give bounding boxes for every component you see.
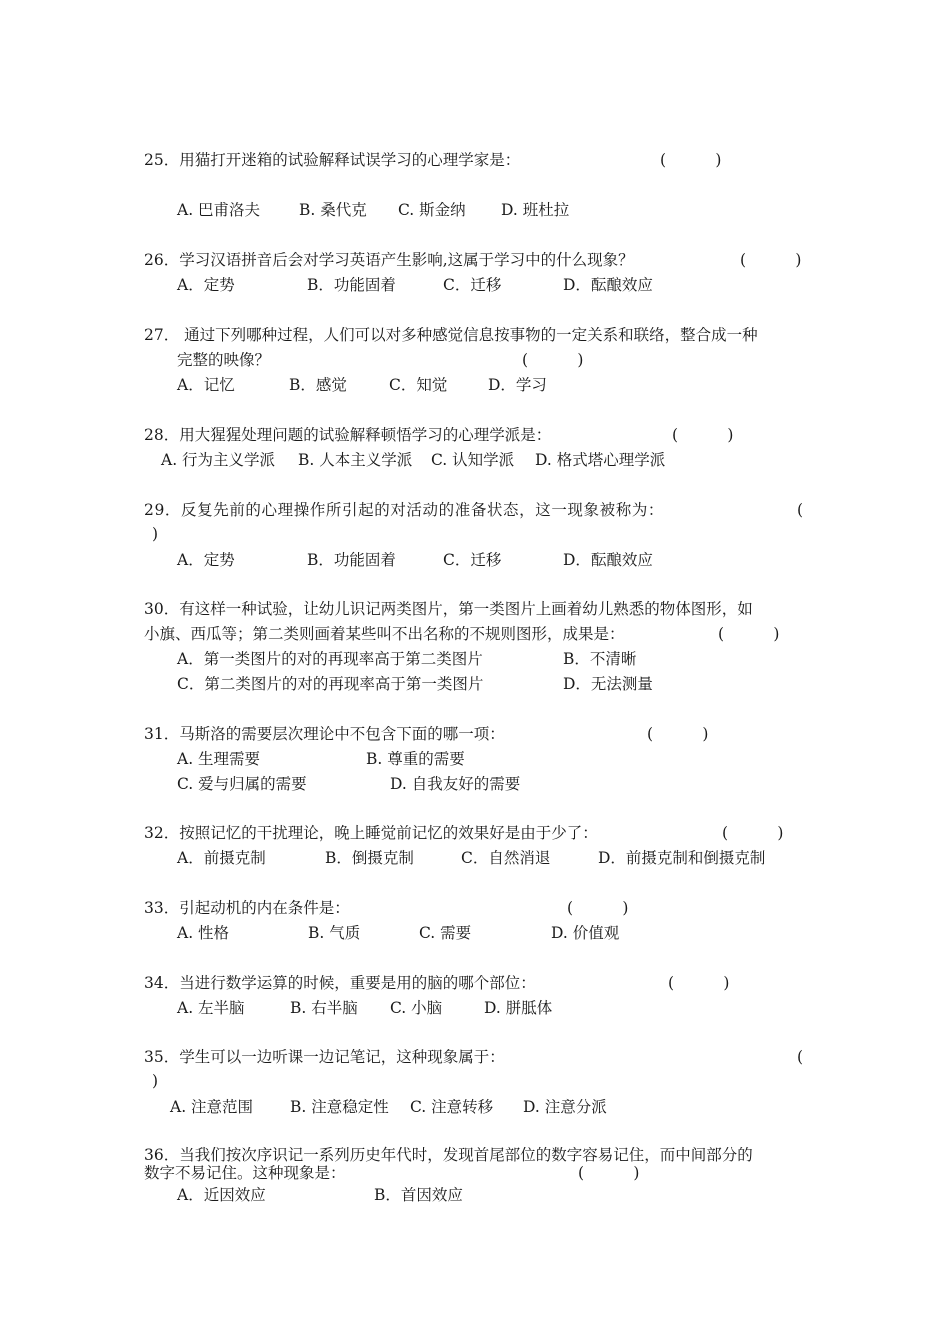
option-c: C．自然消退 [461,849,551,867]
option-a: A．记忆 [177,376,235,394]
question-stem-cont: 小旗、西瓜等；第二类则画着某些叫不出名称的不规则图形，成果是： [144,625,625,643]
option-d: D．前摄克制和倒摄克制 [598,849,766,867]
answer-blank: ( ) [672,426,734,444]
question-stem: 当我们按次序识记一系列历史年代时，发现首尾部位的数字容易记住，而中间部分的 [179,1146,753,1164]
option-b: B．感觉 [289,376,347,394]
answer-blank: ( ) [722,824,784,842]
question-stem: 用大猩猩处理问题的试验解释顿悟学习的心理学派是： [179,426,552,444]
option-b: B．不清晰 [563,650,637,668]
answer-blank-close: ) [152,525,159,543]
option-a: A. 巴甫洛夫 [177,201,261,219]
question-stem: 马斯洛的需要层次理论中不包含下面的哪一项： [179,725,505,743]
option-a: A. 性格 [177,924,230,942]
option-a: A．前摄克制 [177,849,266,867]
answer-blank: ( ) [647,725,709,743]
option-a: A. 左半脑 [177,999,245,1017]
option-a: A. 生理需要 [177,750,261,768]
question-stem: 学生可以一边听课一边记笔记，这种现象属于： [179,1048,505,1066]
option-a: A．近因效应 [177,1186,266,1204]
answer-blank: ( ) [740,251,802,269]
option-d: D．学习 [488,376,547,394]
option-a: A．定势 [177,551,235,569]
question-number: 35． [144,1048,180,1066]
option-b: B. 尊重的需要 [366,750,465,768]
question-number: 34． [144,974,180,992]
option-d: D. 注意分派 [523,1098,607,1116]
answer-blank-open: ( [797,1048,804,1066]
question-stem-cont: 数字不易记住。这种现象是： [144,1164,346,1182]
option-b: B．功能固着 [307,276,396,294]
option-d: D．无法测量 [563,675,653,693]
question-number: 26． [144,251,180,269]
question-number: 30． [144,600,180,618]
answer-blank-close: ) [152,1072,159,1090]
question-stem: 用猫打开迷箱的试验解释试误学习的心理学家是： [179,151,521,169]
option-c: C. 注意转移 [410,1098,494,1116]
question-number: 32． [144,824,180,842]
option-d: D. 班杜拉 [501,201,570,219]
option-b: B. 注意稳定性 [290,1098,389,1116]
answer-blank: ( ) [660,151,722,169]
option-a: A．第一类图片的对的再现率高于第二类图片 [177,650,483,668]
option-b: B．首因效应 [374,1186,463,1204]
option-c: C．迁移 [443,276,502,294]
question-number: 27． [144,326,180,344]
question-number: 33． [144,899,180,917]
option-b: B. 右半脑 [290,999,358,1017]
answer-blank: ( ) [522,351,584,369]
question-stem: 引起动机的内在条件是： [179,899,350,917]
option-b: B．功能固着 [307,551,396,569]
option-c: C. 爱与归属的需要 [177,775,307,793]
option-a: A．定势 [177,276,235,294]
option-c: C．迁移 [443,551,502,569]
question-stem: 通过下列哪种过程，人们可以对多种感觉信息按事物的一定关系和联络，整合成一种 [179,326,758,344]
option-b: B. 气质 [308,924,361,942]
option-d: D. 胼胝体 [484,999,553,1017]
answer-blank-open: ( [797,501,804,519]
question-number: 31． [144,725,180,743]
option-c: C. 斯金纳 [398,201,466,219]
question-stem: 有这样一种试验，让幼儿识记两类图片，第一类图片上画着幼儿熟悉的物体图形，如 [179,600,753,618]
option-d: D．酝酿效应 [563,276,653,294]
question-stem: 反复先前的心理操作所引起的对活动的准备状态，这一现象被称为： [181,501,665,519]
option-a: A. 行为主义学派 [161,451,276,469]
option-a: A. 注意范围 [170,1098,254,1116]
answer-blank: ( ) [668,974,730,992]
option-d: D. 格式塔心理学派 [535,451,666,469]
question-stem: 按照记忆的干扰理论，晚上睡觉前记忆的效果好是由于少了： [179,824,598,842]
option-c: C. 认知学派 [431,451,515,469]
option-b: B. 人本主义学派 [298,451,413,469]
question-stem: 学习汉语拼音后会对学习英语产生影响,这属于学习中的什么现象？ [179,251,634,269]
question-stem-cont: 完整的映像？ [177,351,271,369]
option-d: D．酝酿效应 [563,551,653,569]
question-number: 29． [144,501,182,519]
option-c: C. 需要 [419,924,472,942]
answer-blank: ( ) [718,625,780,643]
question-number: 25． [144,151,180,169]
option-b: B．倒摄克制 [325,849,414,867]
answer-blank: ( ) [567,899,629,917]
option-d: D. 自我友好的需要 [390,775,521,793]
question-number: 36． [144,1146,180,1164]
answer-blank: ( ) [578,1164,640,1182]
option-c: C. 小脑 [390,999,443,1017]
option-c: C．知觉 [389,376,448,394]
option-c: C．第二类图片的对的再现率高于第一类图片 [177,675,484,693]
question-number: 28． [144,426,180,444]
option-d: D. 价值观 [551,924,620,942]
option-b: B. 桑代克 [299,201,367,219]
question-stem: 当进行数学运算的时候，重要是用的脑的哪个部位： [179,974,536,992]
